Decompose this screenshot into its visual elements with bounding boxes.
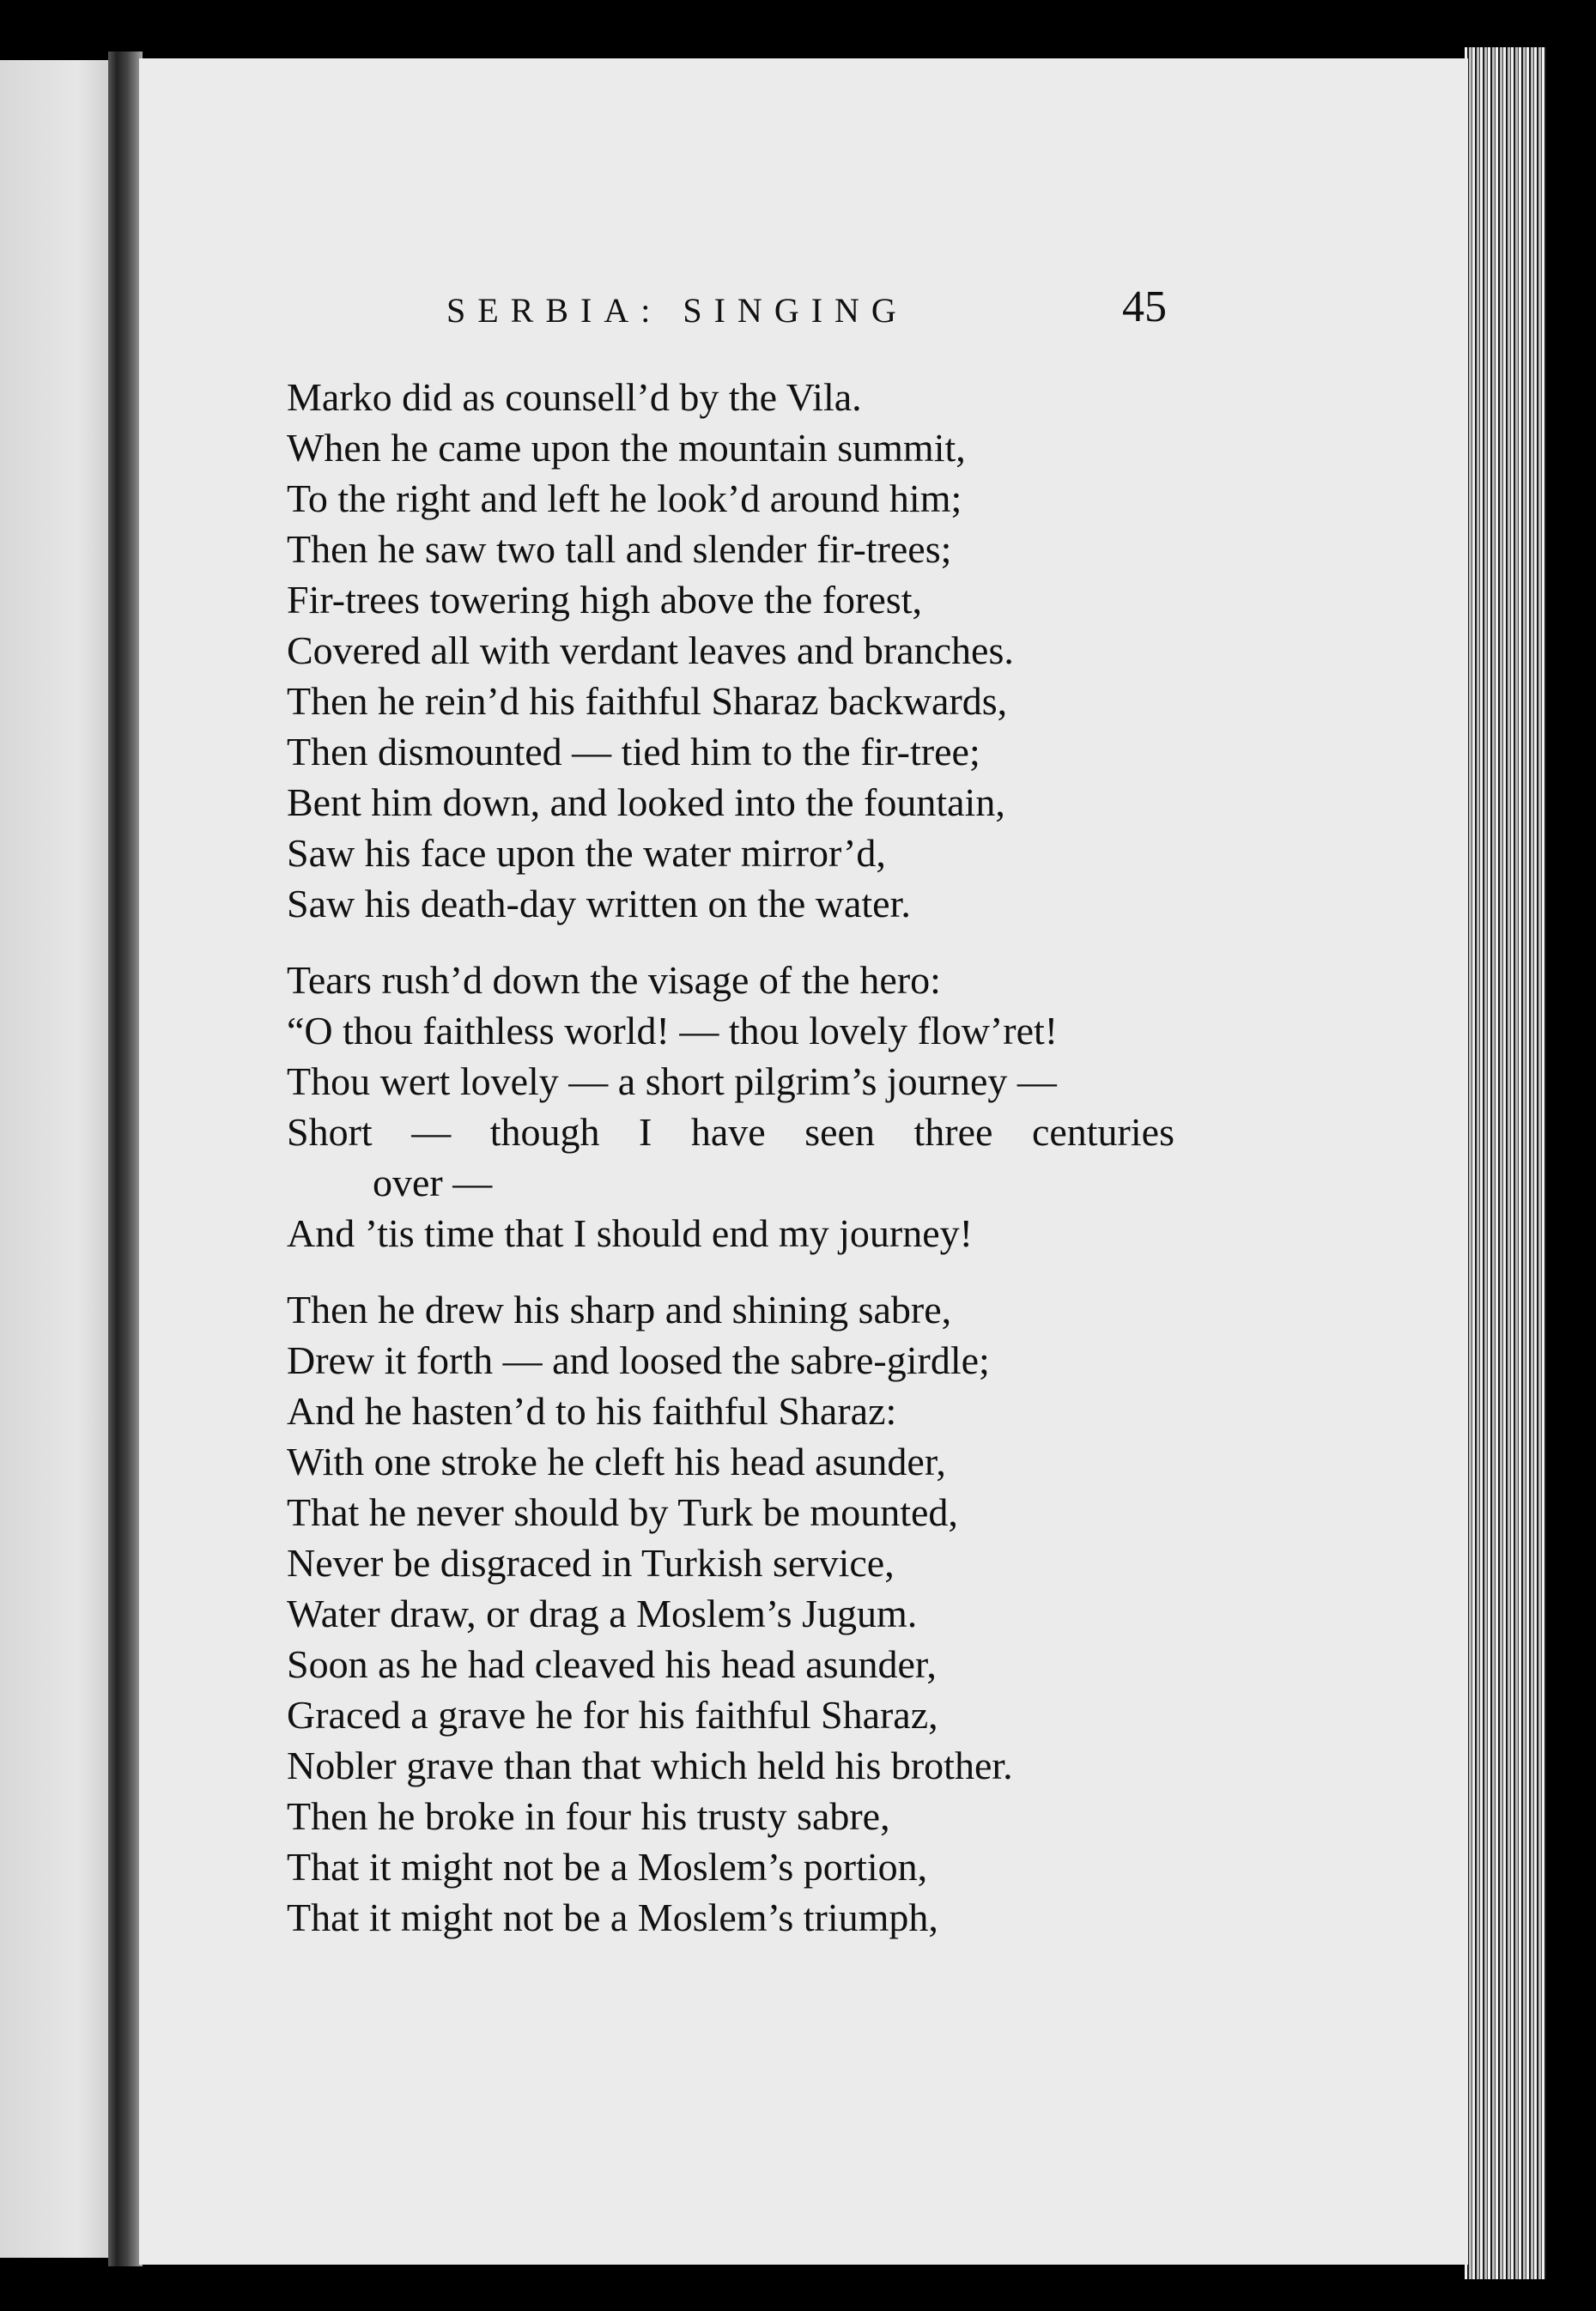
poem-line: Never be disgraced in Turkish service, xyxy=(287,1541,895,1585)
poem-line: Drew it forth — and loosed the sabre-girdle; xyxy=(287,1338,990,1382)
stanza-3 xyxy=(287,1284,1334,1943)
poem-line: Soon as he had cleaved his head asunder, xyxy=(287,1642,937,1686)
poem-line: “O thou faithless world! — thou lovely flow’ret! xyxy=(287,1009,1059,1052)
poem-line: Nobler grave than that which held his brother. xyxy=(287,1744,1013,1787)
poem-line: Water draw, or drag a Moslem’s Jugum. xyxy=(287,1592,918,1635)
poem-line: Then he saw two tall and slender fir-trees; xyxy=(287,527,952,571)
book-gutter xyxy=(108,52,143,2266)
poem-line: Bent him down, and looked into the fountain, xyxy=(287,780,1005,824)
justified-word: though xyxy=(489,1110,600,1154)
page-number: 45 xyxy=(1122,282,1167,331)
poem-line: Covered all with verdant leaves and branches. xyxy=(287,628,1014,672)
poem-line: When he came upon the mountain summit, xyxy=(287,426,966,470)
justified-word: three xyxy=(913,1110,993,1154)
poem-line-justified xyxy=(287,1107,1174,1157)
justified-word: seen xyxy=(804,1110,875,1154)
stanza-1 xyxy=(287,372,1334,929)
poem-line: And ’tis time that I should end my journey! xyxy=(287,1211,973,1255)
poem-line: With one stroke he cleft his head asunder, xyxy=(287,1440,946,1483)
justified-word: I xyxy=(639,1110,652,1154)
book-page xyxy=(139,58,1468,2265)
poem-line: Then he rein’d his faithful Sharaz backwards, xyxy=(287,679,1008,723)
poem-line: Then he broke in four his trusty sabre, xyxy=(287,1794,890,1838)
poem-line: Graced a grave he for his faithful Sharaz, xyxy=(287,1693,938,1737)
poem-line: Saw his face upon the water mirror’d, xyxy=(287,831,886,875)
page-edges xyxy=(1465,47,1546,2279)
poem-line: Then he drew his sharp and shining sabre, xyxy=(287,1288,952,1331)
adjacent-left-page xyxy=(0,60,112,2258)
poem-line: To the right and left he look’d around him; xyxy=(287,476,962,520)
poem-text xyxy=(287,372,1334,1968)
poem-line: That he never should by Turk be mounted, xyxy=(287,1490,958,1534)
stanza-2 xyxy=(287,955,1334,1259)
poem-line: That it might not be a Moslem’s triumph, xyxy=(287,1896,938,1939)
poem-line: Thou wert lovely — a short pilgrim’s journey — xyxy=(287,1059,1057,1103)
poem-line: Then dismounted — tied him to the fir-tree; xyxy=(287,730,980,773)
poem-line: Marko did as counsell’d by the Vila. xyxy=(287,375,862,419)
poem-line-continuation: over — xyxy=(373,1161,493,1204)
running-head: SERBIA: SINGING xyxy=(446,291,908,330)
justified-word: Short xyxy=(287,1110,373,1154)
poem-line: Fir-trees towering high above the forest, xyxy=(287,578,922,622)
justified-word: have xyxy=(690,1110,766,1154)
poem-line: That it might not be a Moslem’s portion, xyxy=(287,1845,928,1889)
justified-word: centuries xyxy=(1031,1110,1174,1154)
poem-line: Saw his death-day written on the water. xyxy=(287,882,911,925)
poem-line: Tears rush’d down the visage of the hero: xyxy=(287,958,941,1002)
justified-word: — xyxy=(411,1110,452,1154)
page-header xyxy=(139,239,1468,331)
poem-line: And he hasten’d to his faithful Sharaz: xyxy=(287,1389,897,1433)
